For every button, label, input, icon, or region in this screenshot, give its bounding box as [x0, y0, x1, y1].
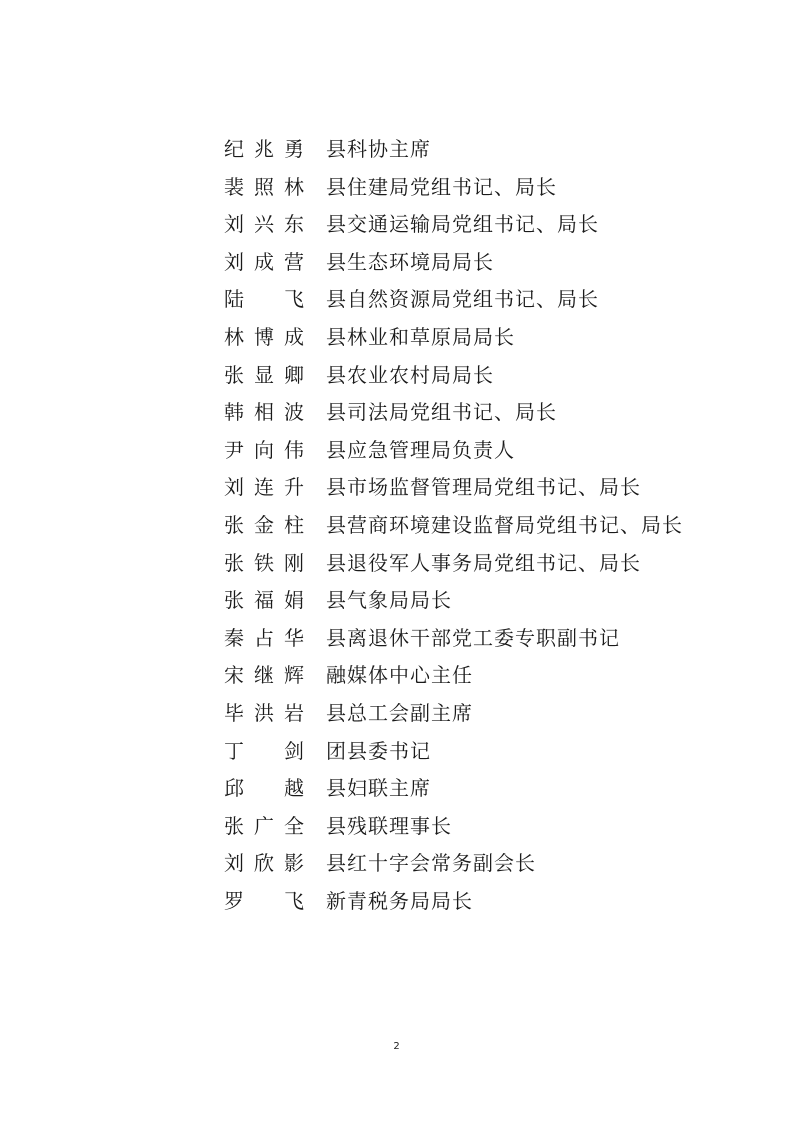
member-title: 县应急管理局负责人	[326, 437, 515, 462]
member-name: 张铁刚	[224, 550, 304, 575]
member-title: 融媒体中心主任	[326, 663, 473, 688]
member-name: 裴照林	[224, 174, 304, 199]
member-title: 县司法局党组书记、局长	[326, 400, 557, 425]
member-title: 县市场监督管理局党组书记、局长	[326, 475, 641, 500]
member-name: 宋继辉	[224, 663, 304, 688]
member-name: 林博成	[224, 324, 304, 349]
list-item	[224, 507, 744, 545]
member-title: 县营商环境建设监督局党组书记、局长	[326, 512, 683, 537]
member-title: 县退役军人事务局党组书记、局长	[326, 550, 641, 575]
member-name: 罗 飞	[224, 888, 304, 913]
list-item	[224, 620, 744, 658]
member-name: 张显卿	[224, 362, 304, 387]
member-title: 县交通运输局党组书记、局长	[326, 212, 599, 237]
member-name: 秦占华	[224, 625, 304, 650]
list-item	[224, 770, 744, 808]
page-number: 2	[393, 1041, 400, 1052]
member-list	[224, 131, 744, 920]
list-item	[224, 545, 744, 583]
list-item	[224, 845, 744, 883]
member-name: 纪兆勇	[224, 137, 304, 161]
member-name: 张广全	[224, 813, 304, 838]
member-title: 县农业农村局局长	[326, 362, 494, 387]
list-item	[224, 131, 744, 169]
member-title: 县妇联主席	[326, 776, 431, 801]
member-name: 陆 飞	[224, 287, 304, 312]
list-item	[224, 432, 744, 470]
member-title: 县林业和草原局局长	[326, 324, 515, 349]
list-item	[224, 357, 744, 395]
member-name: 张福娟	[224, 588, 304, 613]
member-title: 县住建局党组书记、局长	[326, 174, 557, 199]
list-item	[224, 319, 744, 357]
member-name: 刘欣影	[224, 851, 304, 876]
member-name: 尹向伟	[224, 437, 304, 462]
member-name: 刘连升	[224, 475, 304, 500]
list-item	[224, 695, 744, 733]
member-name: 刘成营	[224, 249, 304, 274]
member-name: 毕洪岩	[224, 700, 304, 725]
member-title: 团县委书记	[326, 738, 431, 763]
list-item	[224, 582, 744, 620]
member-name: 韩相波	[224, 400, 304, 425]
list-item	[224, 808, 744, 846]
member-title: 县科协主席	[326, 137, 431, 161]
member-title: 新青税务局局长	[326, 888, 473, 913]
member-name: 刘兴东	[224, 212, 304, 237]
member-name: 丁 剑	[224, 738, 304, 763]
member-title: 县生态环境局局长	[326, 249, 494, 274]
list-item	[224, 394, 744, 432]
member-name: 张金柱	[224, 512, 304, 537]
list-item	[224, 469, 744, 507]
member-name: 邱 越	[224, 776, 304, 801]
list-item	[224, 206, 744, 244]
list-item	[224, 733, 744, 771]
member-title: 县总工会副主席	[326, 700, 473, 725]
list-item	[224, 281, 744, 319]
member-title: 县气象局局长	[326, 588, 452, 613]
member-title: 县残联理事长	[326, 813, 452, 838]
member-title: 县红十字会常务副会长	[326, 851, 536, 876]
list-item	[224, 244, 744, 282]
list-item	[224, 657, 744, 695]
list-item	[224, 883, 744, 921]
member-title: 县离退休干部党工委专职副书记	[326, 625, 620, 650]
list-item	[224, 169, 744, 207]
member-title: 县自然资源局党组书记、局长	[326, 287, 599, 312]
